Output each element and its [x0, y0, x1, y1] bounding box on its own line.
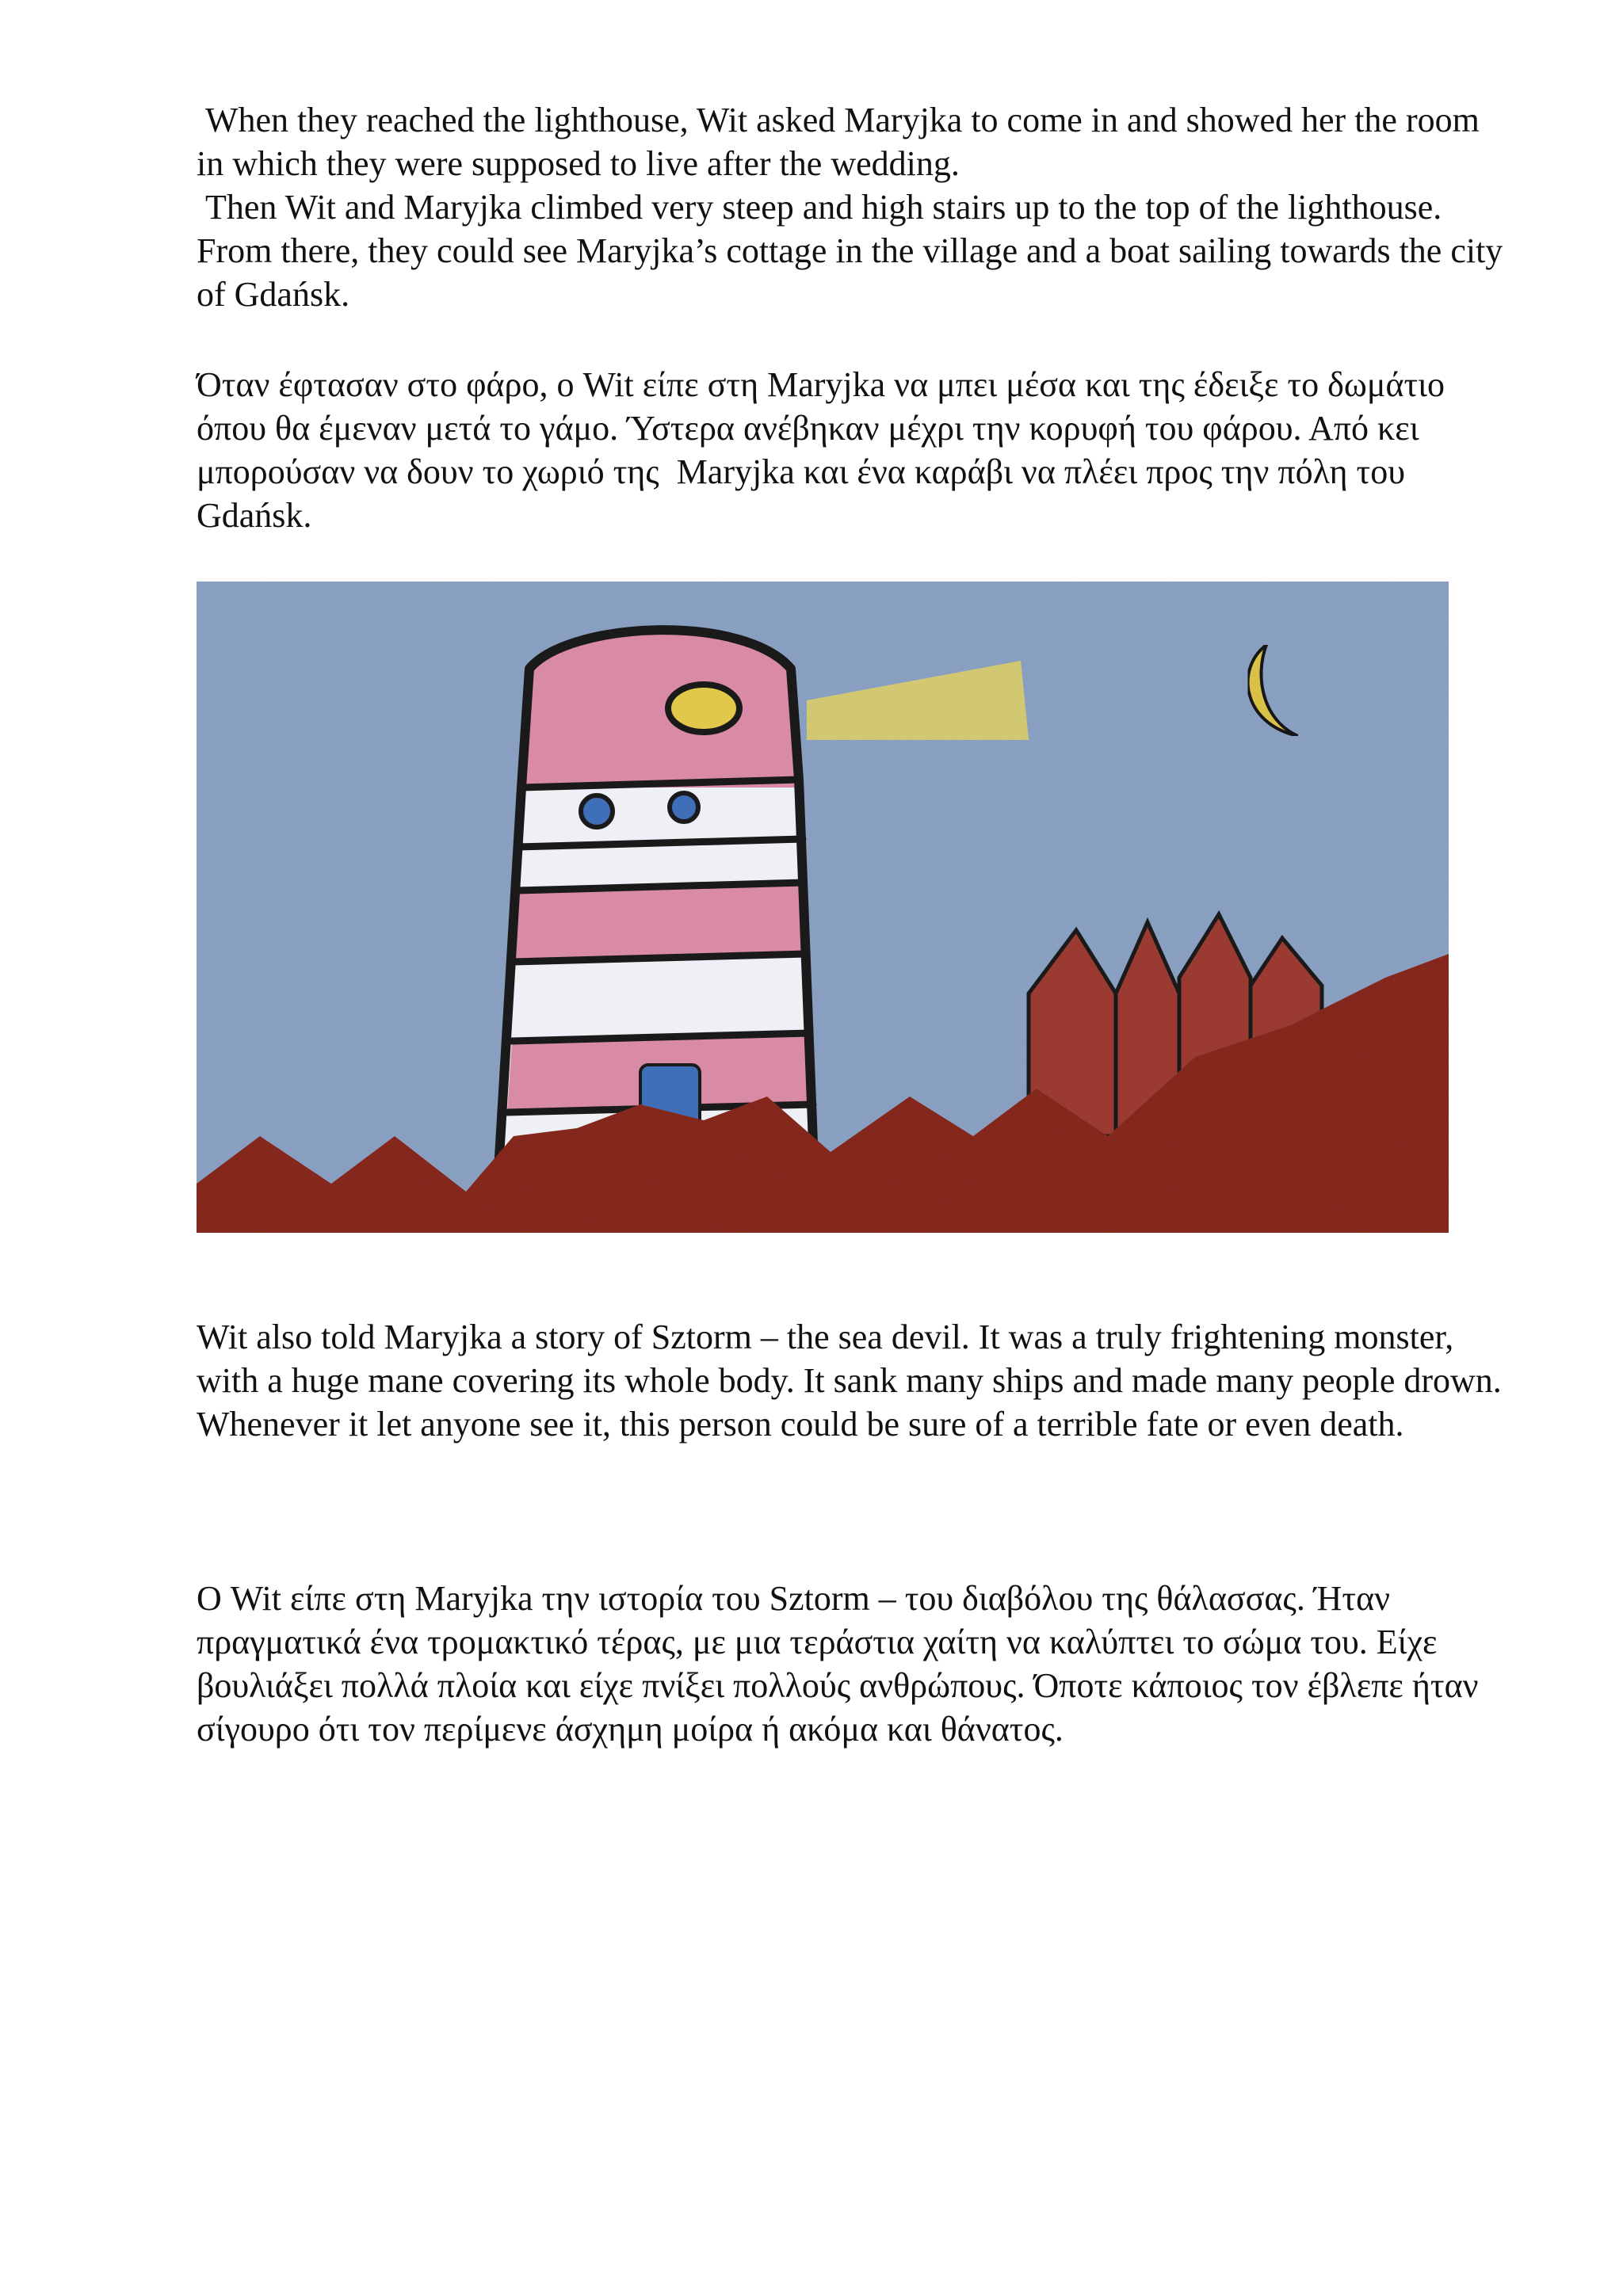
greek-paragraph-2	[197, 1577, 1504, 1751]
english-paragraph-1-line-1: When they reached the lighthouse, Wit asked Maryjka to come in and showed her the room in which they were supposed to live after the wedding.	[197, 101, 1488, 183]
english-paragraph-2-text: Wit also told Maryjka a story of Sztorm – the sea devil. It was a truly frightening monster, with a huge mane covering its whole body. It sank many ships and made many people drown. Whenever it let anyone see it, this person could be sure of a terrible fate or even death.	[197, 1318, 1510, 1444]
lighthouse-drawing	[197, 582, 1449, 1233]
lamp	[668, 685, 739, 732]
greek-paragraph-1	[197, 363, 1504, 537]
lighthouse-stripe-1	[514, 883, 807, 962]
figure-head-2	[670, 793, 698, 822]
lighthouse-top	[521, 630, 799, 788]
english-paragraph-1-line-2: Then Wit and Maryjka climbed very steep and high stairs up to the top of the lighthouse. From there, they could see Maryjka’s cottage in the village and a boat sailing towards the city of Gdańsk.	[197, 188, 1512, 314]
english-paragraph-1	[197, 98, 1512, 316]
greek-paragraph-2-text: Ο Wit είπε στη Maryjka την ιστορία του Sztorm – του διαβόλου της θάλασσας. Ήταν πραγματικά ένα τρομακτικό τέρας, με μια τεράστια χαίτη να καλύπτει το σώμα του. Είχε βουλιάξει πολλά πλοία και είχε πνίξει πολλούς ανθρώπους. Όποτε κάποιος τον έβλεπε ήταν σίγουρο ότι τον περίμενε άσχημη μοίρα ή ακόμα και θάνατος.	[197, 1579, 1487, 1749]
figure-head-1	[581, 795, 613, 827]
lighthouse-drawing-svg	[197, 582, 1449, 1233]
greek-paragraph-1-text: Όταν έφτασαν στο φάρο, ο Wit είπε στη Maryjka να μπει μέσα και της έδειξε το δωμάτιο όπου θα έμεναν μετά το γάμο. Ύστερα ανέβηκαν μέχρι την κορυφή του φάρου. Από κει μπορούσαν να δουν το χωριό της Maryjka και ένα καράβι να πλέει προς την πόλη του Gdańsk.	[197, 365, 1454, 535]
english-paragraph-2	[197, 1315, 1510, 1446]
